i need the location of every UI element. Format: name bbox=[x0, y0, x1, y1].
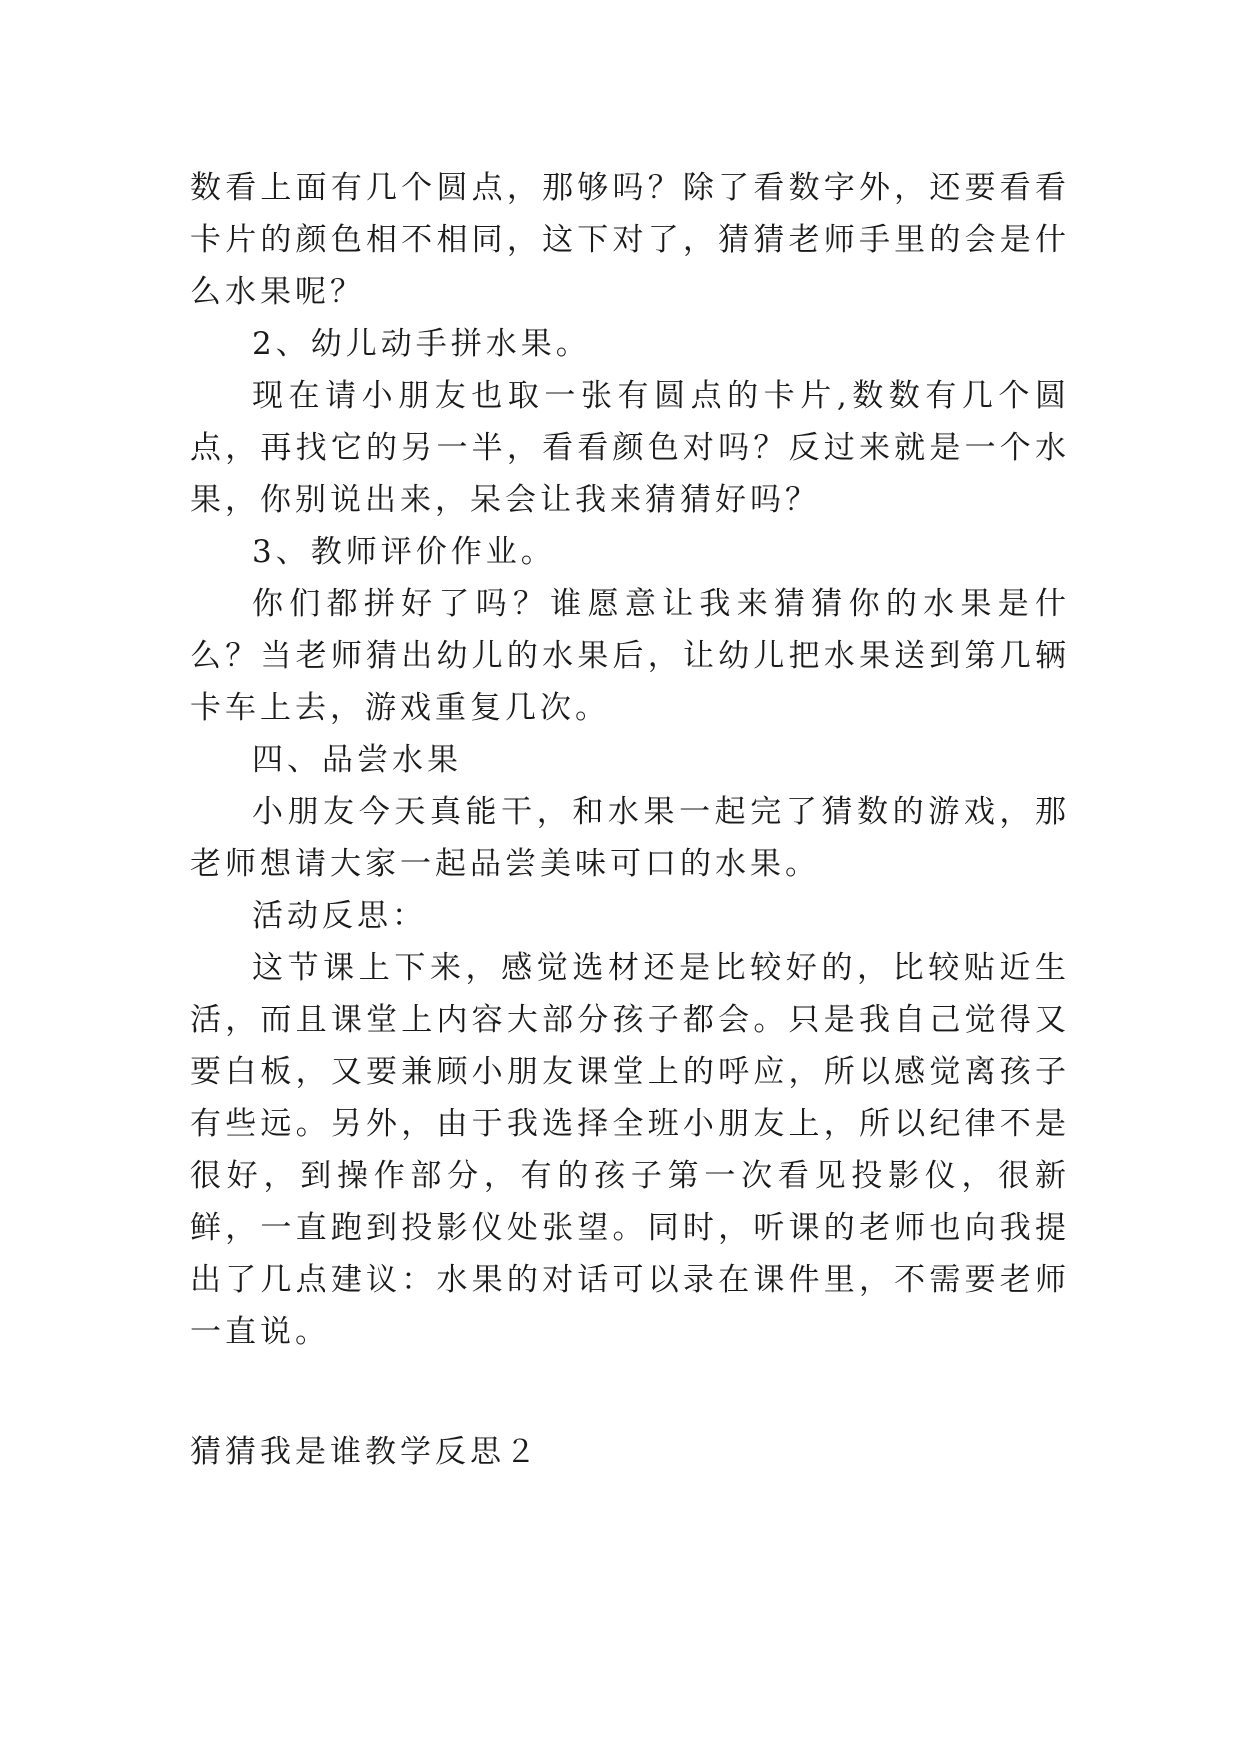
paragraph-9: 这节课上下来，感觉选材还是比较好的，比较贴近生活，而且课堂上内容大部分孩子都会。只是我自己觉得又要白板，又要兼顾小朋友课堂上的呼应，所以感觉离孩子有些远。另外，由于我选择全班小朋友上，所以纪律不是很好，到操作部分，有的孩子第一次看见投影仪，很新鲜，一直跑到投影仪处张望。同时，听课的老师也向我提出了几点建议：水果的对话可以录在课件里，不需要老师一直说。 bbox=[190, 950, 1070, 1350]
paragraph-6: 四、品尝水果 bbox=[252, 742, 462, 778]
paragraph-2: 2、幼儿动手拼水果。 bbox=[252, 326, 591, 362]
paragraph-8: 活动反思： bbox=[252, 898, 427, 934]
paragraph-5: 你们都拼好了吗？谁愿意让我来猜猜你的水果是什么？当老师猜出幼儿的水果后，让幼儿把水果送到第几辆卡车上去，游戏重复几次。 bbox=[190, 586, 1070, 726]
paragraph-3: 现在请小朋友也取一张有圆点的卡片,数数有几个圆点，再找它的另一半，看看颜色对吗？反过来就是一个水果，你别说出来，呆会让我来猜猜好吗？ bbox=[190, 378, 1070, 518]
document-body bbox=[190, 162, 1070, 1478]
paragraph-7: 小朋友今天真能干，和水果一起完了猜数的游戏，那老师想请大家一起品尝美味可口的水果。 bbox=[190, 794, 1070, 882]
paragraph-4: 3、教师评价作业。 bbox=[252, 534, 556, 570]
paragraph-1: 数看上面有几个圆点，那够吗？除了看数字外，还要看看卡片的颜色相不相同，这下对了，猜猜老师手里的会是什么水果呢？ bbox=[190, 170, 1070, 310]
section-title: 猜猜我是谁教学反思２ bbox=[190, 1434, 540, 1470]
section-spacer bbox=[190, 1358, 1070, 1426]
